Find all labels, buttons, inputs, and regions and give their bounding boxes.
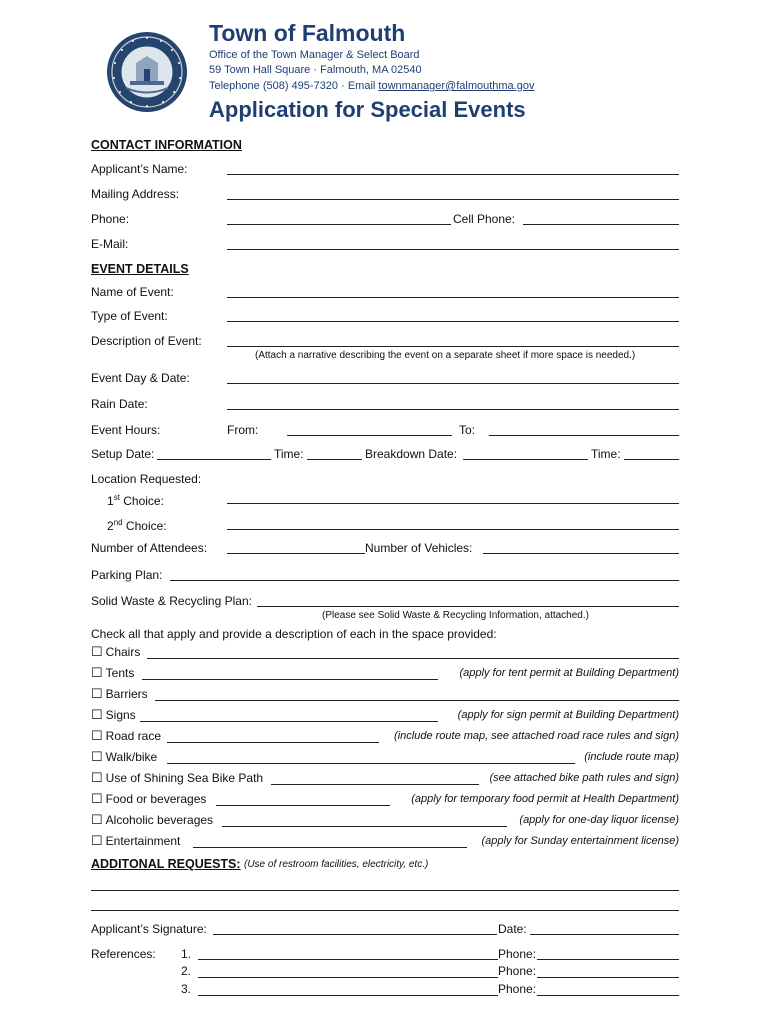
checklist-item[interactable]: ☐ Chairs <box>91 644 141 659</box>
waste-note: (Please see Solid Waste & Recycling Information, attached.) <box>322 610 589 621</box>
setup-time-label: Time: <box>274 447 304 461</box>
event-type-field[interactable] <box>227 321 679 322</box>
town-seal-logo <box>106 31 188 113</box>
waste-label: Solid Waste & Recycling Plan: <box>91 594 252 608</box>
checklist-item-note: (apply for Sunday entertainment license) <box>481 835 679 847</box>
event-name-label: Name of Event: <box>91 285 174 299</box>
email-field[interactable] <box>227 249 679 250</box>
first-choice-label: 1st Choice: <box>107 493 164 508</box>
checklist-item-note: (include route map) <box>584 751 679 763</box>
checklist-item[interactable]: ☐ Walk/bike <box>91 749 158 764</box>
breakdown-time-field[interactable] <box>624 459 679 460</box>
checklist-item-field[interactable] <box>167 742 379 743</box>
phone-field[interactable] <box>227 224 451 225</box>
mailing-address-field[interactable] <box>227 199 679 200</box>
checklist-item-note: (include route map, see attached road race rules and sign) <box>394 730 679 742</box>
checklist-item-field[interactable] <box>193 847 467 848</box>
date-label: Date: <box>498 922 527 936</box>
checklist-item[interactable]: ☐ Road race <box>91 728 162 743</box>
additional-line-1[interactable] <box>91 890 679 891</box>
checkbox-icon[interactable]: ☐ <box>91 644 103 659</box>
reference-phone-label: Phone: <box>498 964 537 978</box>
second-choice-field[interactable] <box>227 529 679 530</box>
checkbox-icon[interactable]: ☐ <box>91 707 103 722</box>
reference-phone-field[interactable] <box>537 977 679 978</box>
signature-field[interactable] <box>213 934 497 935</box>
checklist-item-field[interactable] <box>216 805 390 806</box>
breakdown-time-label: Time: <box>591 447 621 461</box>
first-choice-field[interactable] <box>227 503 679 504</box>
description-note: (Attach a narrative describing the event on a separate sheet if more space is needed.) <box>255 350 636 361</box>
reference-phone-label: Phone: <box>498 982 537 996</box>
reference-phone-field[interactable] <box>537 959 679 960</box>
reference-number: 1. <box>181 947 192 961</box>
checklist-item-note: (apply for temporary food permit at Health Department) <box>411 793 679 805</box>
checklist-item[interactable]: ☐ Alcoholic beverages <box>91 812 214 827</box>
references-label: References: <box>91 947 156 961</box>
checklist-item-note: (apply for one-day liquor license) <box>519 814 679 826</box>
town-title: Town of Falmouth <box>209 20 406 46</box>
event-day-date-field[interactable] <box>227 383 679 384</box>
event-heading: EVENT DETAILS <box>91 262 189 276</box>
office-line: Office of the Town Manager & Select Board <box>209 49 420 61</box>
from-field[interactable] <box>287 435 452 436</box>
checkbox-icon[interactable]: ☐ <box>91 749 103 764</box>
additional-note: (Use of restroom facilities, electricity, etc.) <box>244 859 429 870</box>
checkbox-icon[interactable]: ☐ <box>91 812 103 827</box>
checklist-item-field[interactable] <box>147 658 679 659</box>
additional-line-2[interactable] <box>91 910 679 911</box>
checklist-item[interactable]: ☐ Entertainment <box>91 833 181 848</box>
cell-phone-label: Cell Phone: <box>453 212 516 226</box>
cell-phone-field[interactable] <box>523 224 679 225</box>
checklist-item[interactable]: ☐ Tents <box>91 665 135 680</box>
attendees-label: Number of Attendees: <box>91 541 208 555</box>
checklist-item-field[interactable] <box>271 784 479 785</box>
checklist-item-field[interactable] <box>222 826 507 827</box>
checklist-item-note: (see attached bike path rules and sign) <box>489 772 679 784</box>
checklist-item-field[interactable] <box>140 721 438 722</box>
parking-field[interactable] <box>170 580 679 581</box>
applicant-name-field[interactable] <box>227 174 679 175</box>
checklist-item-field[interactable] <box>167 763 575 764</box>
address-line: 59 Town Hall Square · Falmouth, MA 02540 <box>209 64 422 76</box>
event-type-label: Type of Event: <box>91 309 168 323</box>
setup-time-field[interactable] <box>307 459 362 460</box>
contact-line <box>209 80 534 92</box>
checklist-item[interactable]: ☐ Food or beverages <box>91 791 207 806</box>
checklist-item-note: (apply for sign permit at Building Department) <box>457 709 679 721</box>
event-hours-label: Event Hours: <box>91 423 161 437</box>
reference-number: 3. <box>181 982 192 996</box>
rain-date-field[interactable] <box>227 409 679 410</box>
event-name-field[interactable] <box>227 297 679 298</box>
date-field[interactable] <box>530 934 679 935</box>
setup-date-label: Setup Date: <box>91 447 155 461</box>
reference-number: 2. <box>181 964 192 978</box>
reference-phone-field[interactable] <box>537 995 679 996</box>
checklist-item[interactable]: ☐ Signs <box>91 707 136 722</box>
phone-label: Phone: <box>91 212 130 226</box>
checklist-item[interactable]: ☐ Barriers <box>91 686 148 701</box>
vehicles-field[interactable] <box>483 553 679 554</box>
vehicles-label: Number of Vehicles: <box>365 541 473 555</box>
breakdown-date-field[interactable] <box>463 459 588 460</box>
parking-label: Parking Plan: <box>91 568 163 582</box>
checkbox-icon[interactable]: ☐ <box>91 728 103 743</box>
attendees-field[interactable] <box>227 553 365 554</box>
applicant-name-label: Applicant’s Name: <box>91 162 188 176</box>
email-link[interactable]: townmanager@falmouthma.gov <box>378 80 535 92</box>
description-field[interactable] <box>227 346 679 347</box>
email-label: E-Mail: <box>91 237 129 251</box>
event-day-date-label: Event Day & Date: <box>91 371 190 385</box>
checkbox-icon[interactable]: ☐ <box>91 833 103 848</box>
signature-label: Applicant’s Signature: <box>91 922 207 936</box>
form-title: Application for Special Events <box>209 97 526 122</box>
setup-date-field[interactable] <box>157 459 271 460</box>
to-field[interactable] <box>489 435 679 436</box>
checklist-item-note: (apply for tent permit at Building Department) <box>459 667 679 679</box>
checkbox-icon[interactable]: ☐ <box>91 791 103 806</box>
reference-field[interactable] <box>198 995 498 996</box>
phone-text: Telephone (508) 495-7320 · Email <box>209 80 379 92</box>
second-choice-label: 2nd Choice: <box>107 518 167 533</box>
reference-phone-label: Phone: <box>498 947 537 961</box>
waste-field[interactable] <box>257 606 679 607</box>
checkbox-icon[interactable]: ☐ <box>91 770 103 785</box>
location-label: Location Requested: <box>91 472 202 486</box>
breakdown-date-label: Breakdown Date: <box>365 447 458 461</box>
checklist-intro: Check all that apply and provide a description of each in the space provided: <box>91 627 497 641</box>
reference-field[interactable] <box>198 977 498 978</box>
checkbox-icon[interactable]: ☐ <box>91 665 103 680</box>
checklist-item-field[interactable] <box>155 700 679 701</box>
contact-heading: CONTACT INFORMATION <box>91 138 242 152</box>
from-label: From: <box>227 423 259 437</box>
mailing-address-label: Mailing Address: <box>91 187 180 201</box>
rain-date-label: Rain Date: <box>91 397 148 411</box>
checklist-item-field[interactable] <box>142 679 438 680</box>
checklist-item[interactable]: ☐ Use of Shining Sea Bike Path <box>91 770 264 785</box>
reference-field[interactable] <box>198 959 498 960</box>
description-label: Description of Event: <box>91 334 202 348</box>
additional-heading: ADDITONAL REQUESTS: <box>91 857 241 871</box>
to-label: To: <box>459 423 476 437</box>
checkbox-icon[interactable]: ☐ <box>91 686 103 701</box>
